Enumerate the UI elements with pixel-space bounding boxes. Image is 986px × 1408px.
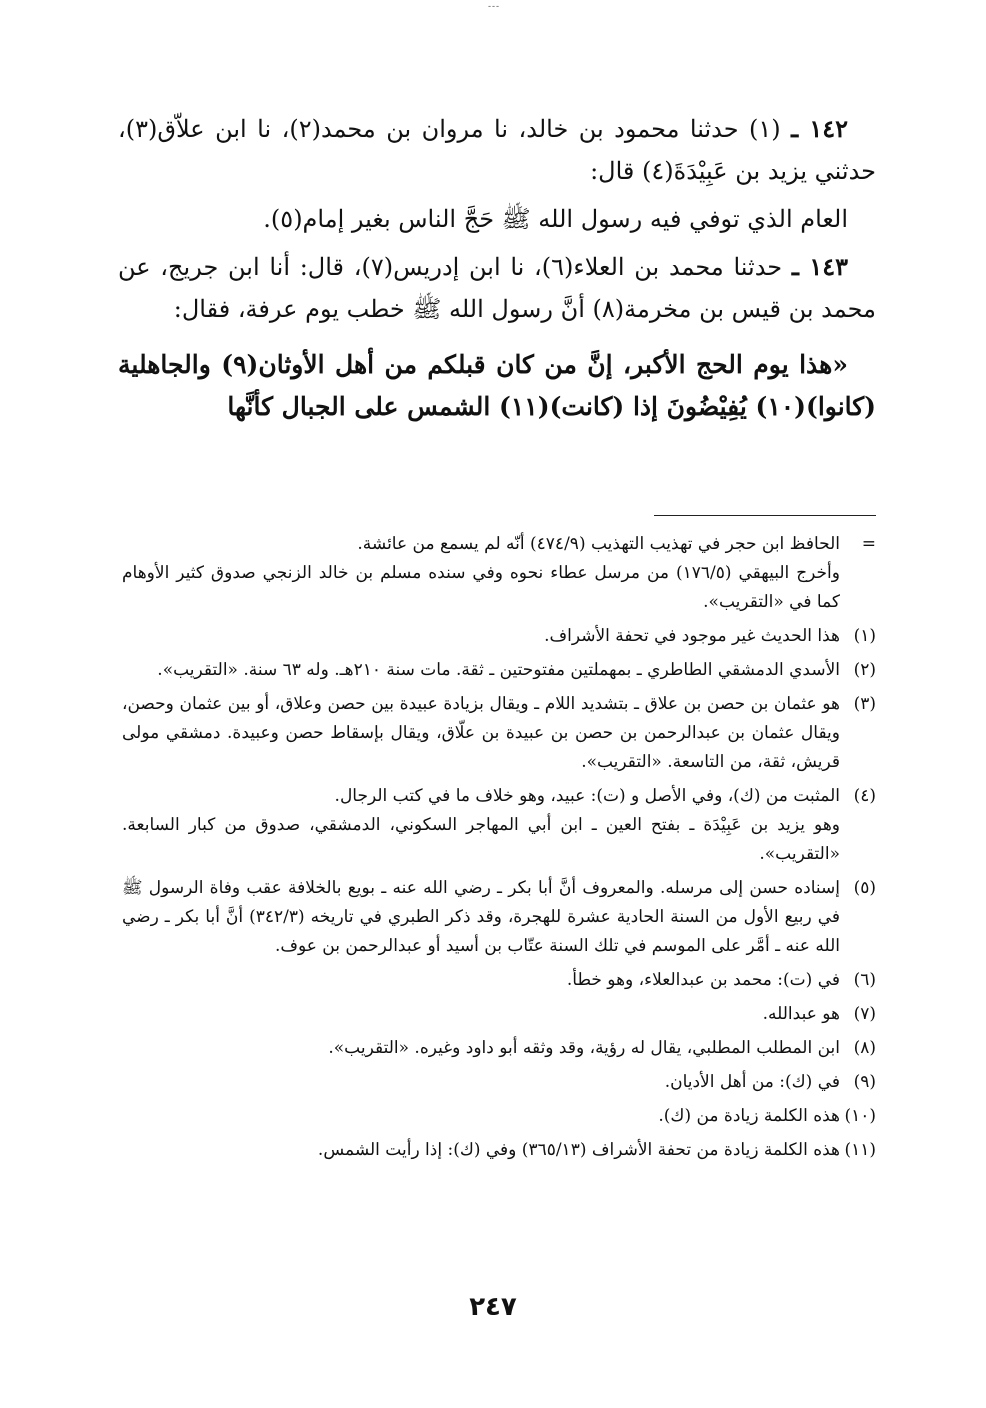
hadith-142-quote: العام الذي توفي فيه رسول الله ﷺ حَجَّ الناس بغير إمام(٥).	[263, 205, 848, 233]
footnote-text: هو عثمان بن حصن بن علاق ـ بتشديد اللام ـ ويقال بزيادة عبيدة بين حصن وعلاق، أو بين عثمان وحصن، ويقال عثمان بن عبدالرحمن بن حصن بن عبيدة بن علّاق، ويقال بإسقاط حصن وعبيدة. دمشقي مولى قريش، ثقة، من التاسعة. «التقريب».	[122, 694, 840, 772]
footnote-body	[122, 656, 840, 685]
footnote-marker: (٥)	[853, 878, 876, 898]
hadith-number: ١٤٢ ـ	[791, 114, 849, 143]
footnote-body	[122, 966, 840, 995]
footnote-text: في (ك): من أهل الأديان.	[664, 1072, 840, 1092]
footnote-marker: (٣)	[853, 694, 876, 714]
footnote-body	[122, 690, 840, 777]
footnote-text: هذه الكلمة زيادة من (ك).	[658, 1106, 840, 1126]
footnote	[122, 1034, 876, 1063]
footnote-text: الأسدي الدمشقي الطاطري ـ بمهملتين مفتوحتين ـ ثقة. مات سنة ٢١٠هـ. وله ٦٣ سنة. «التقريب».	[157, 660, 840, 680]
hadith-text: (١) حدثنا محمود بن خالد، نا مروان بن محمد(٢)، نا ابن علاّق(٣)، حدثني يزيد بن عَبِيْدَةَ(٤) قال:	[118, 115, 876, 185]
footnote	[122, 1102, 876, 1131]
hadith-text: حدثنا محمد بن العلاء(٦)، نا ابن إدريس(٧)، قال: أنا ابن جريج، عن محمد بن قيس بن مخرمة(٨) أنَّ رسول الله ﷺ خطب يوم عرفة، فقال:	[118, 253, 876, 323]
footnote	[122, 1000, 876, 1029]
page-number: ٢٤٧	[469, 1292, 517, 1322]
footnote-text: المثبت من (ك)، وفي الأصل و (ت): عبيد، وهو خلاف ما في كتب الرجال.	[334, 786, 840, 806]
footnote-text: وأخرج البيهقي (١٧٦/٥) من مرسل عطاء نحوه وفي سنده مسلم بن خالد الزنجي صدوق كثير الأوهام كما في «التقريب».	[122, 563, 840, 612]
footnote-body	[122, 874, 840, 961]
footnote	[122, 782, 876, 869]
footnote-marker: (٩)	[853, 1072, 876, 1092]
footnote-text: هذا الحديث غير موجود في تحفة الأشراف.	[544, 626, 840, 646]
footnotes	[122, 530, 876, 1170]
hadith-142	[118, 108, 876, 192]
footnote-marker: (٤)	[853, 786, 876, 806]
footnote-marker: (٦)	[853, 970, 876, 990]
hadith-143-quote: «هذا يوم الحج الأكبر، إنَّ من كان قبلكم من أهل الأوثان(٩) والجاهلية (كانوا)(١٠) يُفِيْضُونَ إذا (كانت)(١١) الشمس على الجبال كأنَّها	[118, 350, 876, 421]
footnote-marker: (١)	[853, 626, 876, 646]
footnote	[122, 1136, 876, 1165]
footnote-marker: (٧)	[853, 1004, 876, 1024]
footnote-body	[122, 622, 840, 651]
footnote-body	[122, 1034, 840, 1063]
footnote-divider	[654, 515, 876, 516]
footnote-marker: =	[861, 534, 876, 554]
main-text	[118, 108, 876, 428]
footnote	[122, 622, 876, 651]
footnote-text: إسناده حسن إلى مرسله. والمعروف أنَّ أبا بكر ـ رضي الله عنه ـ بويع بالخلافة عقب وفاة الرسول ﷺ في ربيع الأول من السنة الحادية عشرة للهجرة، وقد ذكر الطبري في تاريخه (٣٤٢/٣) أنَّ أبا بكر ـ رضي الله عنه ـ أمَّر على الموسم في تلك السنة عتّاب بن أسيد أو عبدالرحمن بن عوف.	[122, 878, 840, 956]
hadith-number: ١٤٣ ـ	[791, 252, 848, 281]
footnote	[122, 530, 876, 617]
footnote-text: في (ت): محمد بن عبدالعلاء، وهو خطأ.	[566, 970, 840, 990]
footnote-body	[122, 782, 840, 869]
footnote-body	[122, 1000, 840, 1029]
footnote-marker: (٢)	[853, 660, 876, 680]
footnote-body	[122, 1102, 840, 1131]
footnote-text: هو عبدالله.	[762, 1004, 840, 1024]
footnote-marker: (١١)	[844, 1140, 876, 1160]
footnote-body	[122, 1068, 840, 1097]
footnote	[122, 690, 876, 777]
footnote	[122, 1068, 876, 1097]
footnote-text: وهو يزيد بن عَبِيْدَة ـ بفتح العين ـ ابن أبي المهاجر السكوني، الدمشقي، صدوق من كبار السابعة. «التقريب».	[122, 815, 840, 864]
footnote-text: ابن المطلب المطلبي، يقال له رؤية، وقد وثقه أبو داود وغيره. «التقريب».	[328, 1038, 840, 1058]
top-mark: ---	[487, 2, 501, 12]
hadith-143	[118, 246, 876, 330]
footnote	[122, 966, 876, 995]
footnote-text: الحافظ ابن حجر في تهذيب التهذيب (٤٧٤/٩) أنّه لم يسمع من عائشة.	[357, 534, 840, 554]
footnote-body	[122, 1136, 840, 1165]
footnote-text: هذه الكلمة زيادة من تحفة الأشراف (٣٦٥/١٣) وفي (ك): إذا رأيت الشمس.	[317, 1140, 840, 1160]
footnote-marker: (١٠)	[844, 1106, 876, 1126]
footnote	[122, 874, 876, 961]
footnote	[122, 656, 876, 685]
footnote-marker: (٨)	[853, 1038, 876, 1058]
footnote-body	[122, 530, 840, 617]
